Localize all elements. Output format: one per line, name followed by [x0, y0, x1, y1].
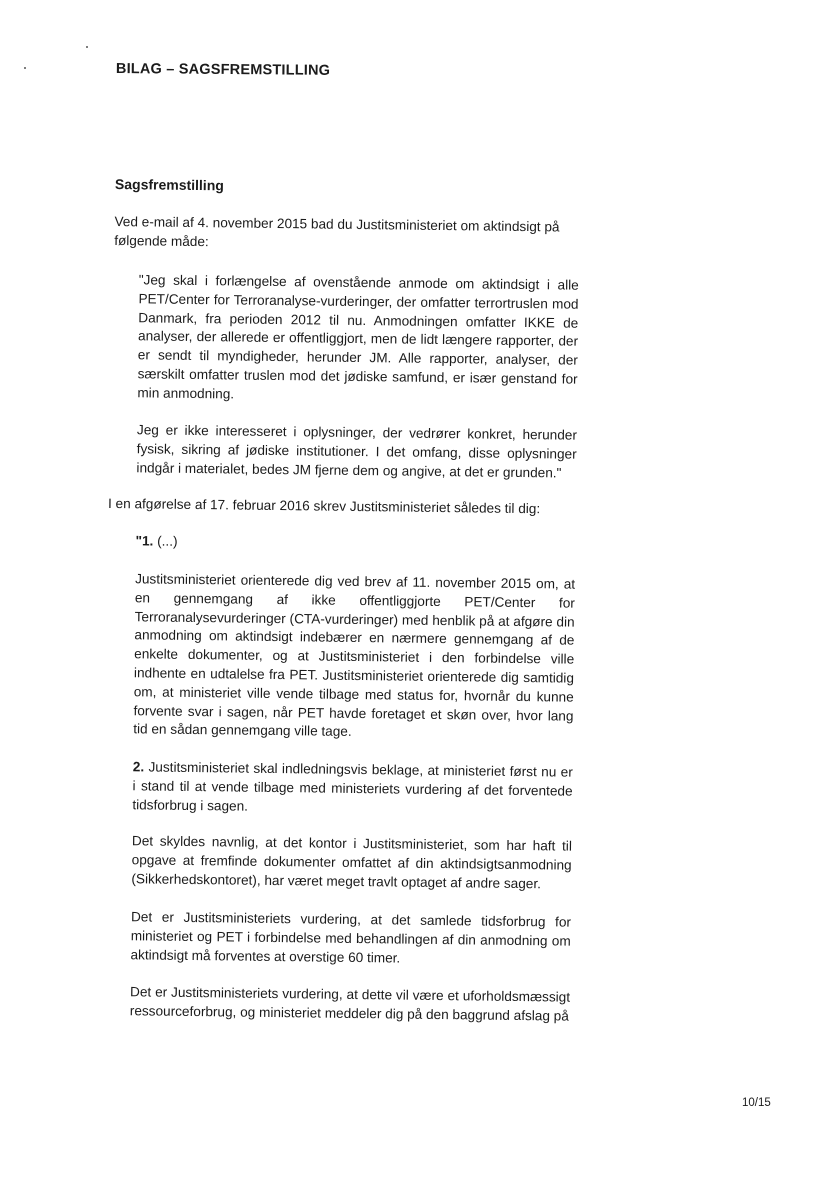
- ruling-point-2: [132, 758, 573, 820]
- request-quote-paragraph-1: "Jeg skal i forlængelse af ovenstående anmode om aktindsigt i alle PET/Center for Terroranalyse-vurderinger, der omfatter terrortruslen mod Danmark, fra perioden 2012 til nu. Anmodningen omfatter IKKE de analyser, der allerede er offentliggjort, men de lidt længere rapporter, der er sendt til myndigheder, herunder JM. Alle rapporter, analyser, der særskilt omfatter truslen mod det jødiske samfund, er især genstand for min anmodning.: [137, 272, 579, 402]
- ruling-point-1-text: (...): [153, 533, 178, 549]
- intro-paragraph: Ved e-mail af 4. november 2015 bad du Justitsministeriet om aktindsigt på følgende måde:: [114, 213, 560, 249]
- ruling-intro-paragraph: I en afgørelse af 17. februar 2016 skrev Justitsministeriet således til dig:: [107, 495, 541, 517]
- ruling-paragraph-4: Det er Justitsministeriets vurdering, at det samlede tidsforbrug for ministeriet og PET i forbindelse med behandlingen af din anmodning om aktindsigt må forventes at overstige 60 timer.: [130, 909, 572, 966]
- ruling-point-1: [135, 532, 575, 556]
- ruling-point-1-number: "1.: [135, 533, 154, 549]
- section-title: Sagsfremstilling: [114, 176, 224, 194]
- ruling-point-2-number: 2.: [132, 759, 145, 775]
- ruling-paragraph-1: Justitsministeriet orienterede dig ved brev af 11. november 2015 om, at en gennemgang af ikke offentliggjorte PET/Center for Terroranalysevurderinger (CTA-vurderinger) med henblik på at afgøre din anmodning om aktindsigt indebærer en nærmere gennemgang af de enkelte dokumenter, og at Justitsministeriet i den forbindelse ville indhente en udtalelse fra PET. Justitsministeriet orienterede dig samtidig om, at ministeriet ville vende tilbage med status for, hvornår du kunne forvente svar i sagen, når PET havde foretaget et skøn over, hvor lang tid en sådan gennemgang ville tage.: [133, 571, 576, 740]
- document-header: BILAG – SAGSFREMSTILLING: [115, 61, 331, 79]
- ruling-paragraph-5: Det er Justitsministeriets vurdering, at dette vil være et uforholdsmæssigt ressourceforbrug, og ministeriet meddeler dig på den baggrund afslag på: [129, 984, 571, 1024]
- ruling-paragraph-3: Det skyldes navnlig, at det kontor i Justitsministeriet, som har haft til opgave at fremfinde dokumenter omfattet af din aktindsigtsanmodning (Sikkerhedskontoret), har været meget travlt optaget af andre sager.: [131, 833, 572, 891]
- ruling-point-2-text: Justitsministeriet skal indledningsvis beklage, at ministeriet først nu er i stand til at vende tilbage med ministeriets vurdering af det forventede tidsforbrug i sagen.: [132, 759, 573, 814]
- page-number: 10/15: [742, 1097, 771, 1109]
- request-quote-paragraph-2: Jeg er ikke interesseret i oplysninger, der vedrører konkret, herunder fysisk, sikring af jødiske institutioner. I det omfang, disse oplysninger indgår i materialet, bedes JM fjerne dem og angive, at det er grunden.": [136, 422, 578, 481]
